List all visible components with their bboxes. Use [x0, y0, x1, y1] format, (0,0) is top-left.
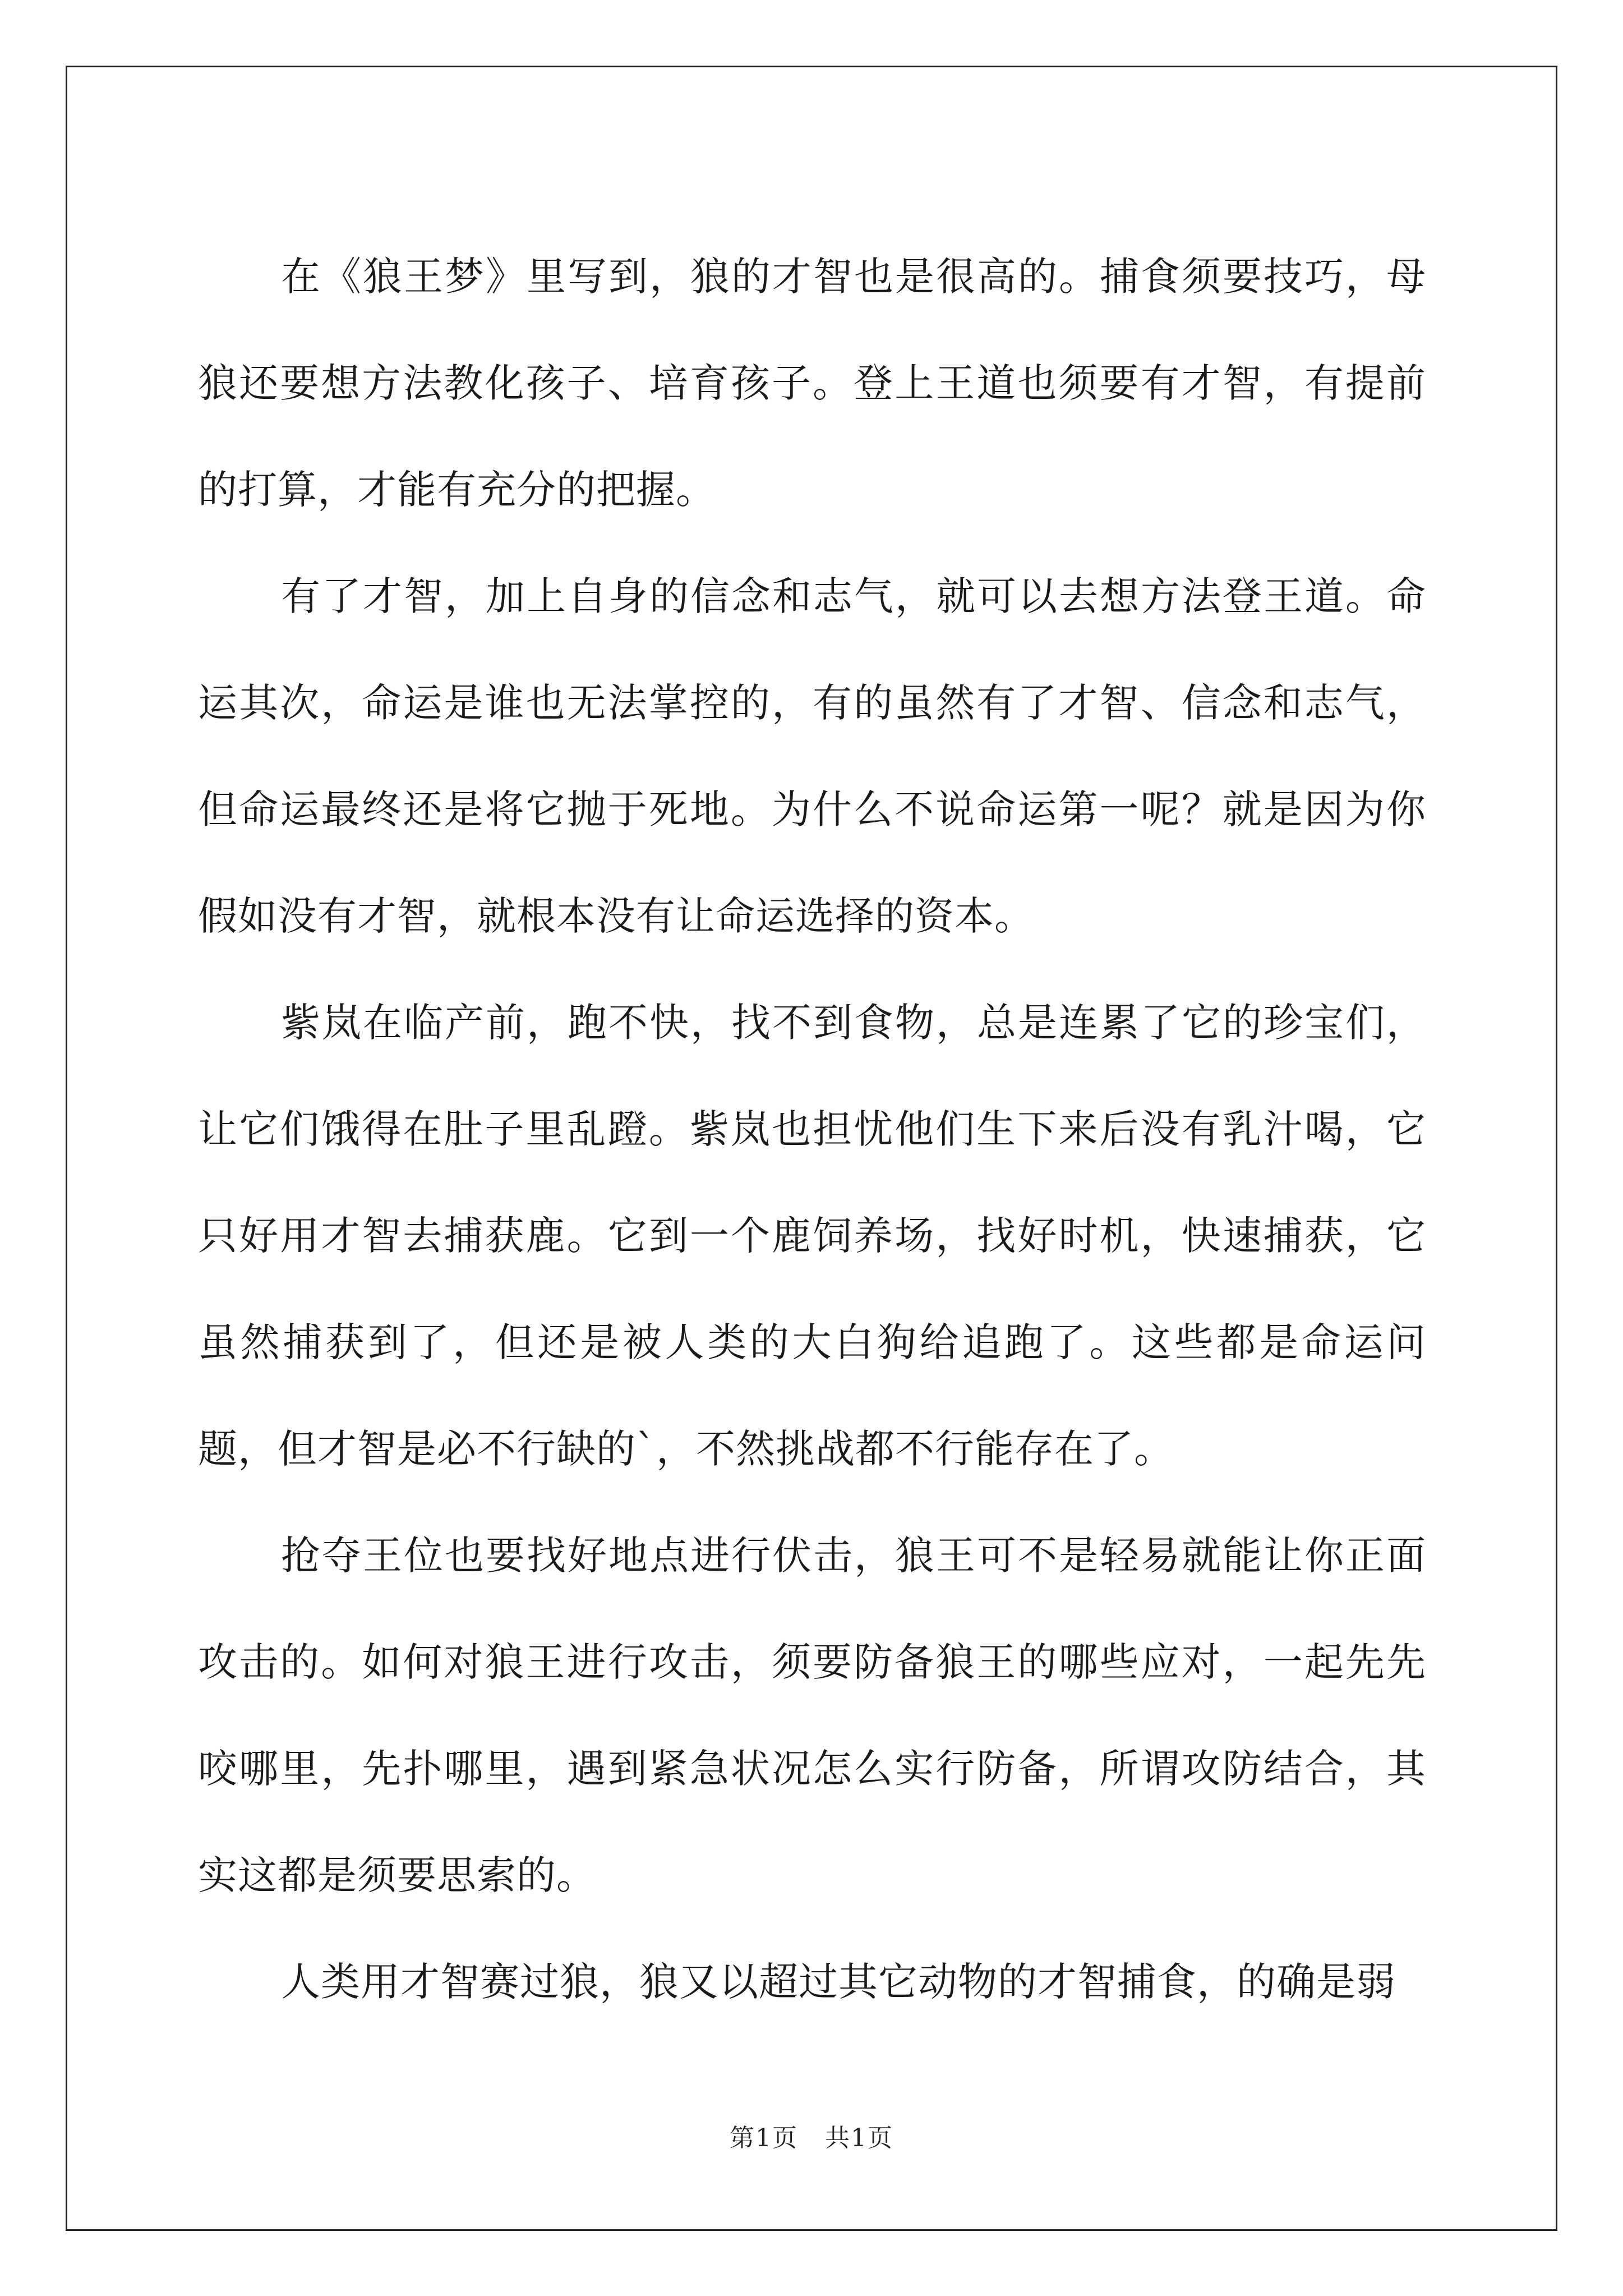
page-number-total: 共1页: [825, 2124, 893, 2152]
paragraph-3: 紫岚在临产前，跑不快，找不到食物，总是连累了它的珍宝们，让它们饿得在肚子里乱蹬。紫岚也担忧他们生下来后没有乳汁喝，它只好用才智去捕获鹿。它到一个鹿饲养场，找好时机，快速捕获，它虽然捕获到了，但还是被人类的大白狗给追跑了。这些都是命运问题，但才智是必不行缺的`，不然挑战都不行能存在了。: [198, 1000, 1426, 1472]
paragraph-2: 有了才智，加上自身的信念和志气，就可以去想方法登王道。命运其次，命运是谁也无法掌控的，有的虽然有了才智、信念和志气，但命运最终还是将它抛于死地。为什么不说命运第一呢？就是因为你假如没有才智，就根本没有让命运选择的资本。: [198, 573, 1426, 939]
paragraph-5: 人类用才智赛过狼，狼又以超过其它动物的才智捕食，的确是弱: [281, 1959, 1396, 2005]
page-footer: [0, 2118, 1623, 2154]
paragraph-4: 抢夺王位也要找好地点进行伏击，狼王可不是轻易就能让你正面攻击的。如何对狼王进行攻击，须要防备狼王的哪些应对，一起先先咬哪里，先扑哪里，遇到紧急状况怎么实行防备，所谓攻防结合，其实这都是须要思索的。: [198, 1533, 1426, 1898]
document-body: [198, 223, 1426, 2035]
page-number-current: 第1页: [730, 2124, 798, 2152]
paragraph-1: 在《狼王梦》里写到，狼的才智也是很高的。捕食须要技巧，母狼还要想方法教化孩子、培育孩子。登上王道也须要有才智，有提前的打算，才能有充分的把握。: [198, 254, 1426, 513]
